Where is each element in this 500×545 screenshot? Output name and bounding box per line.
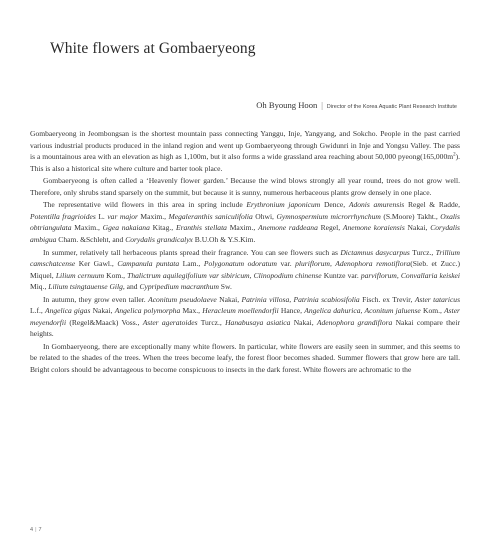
italic-text: Adenophora grandiflora — [316, 317, 393, 327]
paragraph-text: Maxim., — [137, 211, 169, 221]
italic-text: Hanabusaya asiatica — [225, 317, 291, 327]
paragraph-text: (Sieb. et Zucc.) Miquel, — [30, 259, 460, 280]
italic-text: pluriflorum, Adenophora remotiflora — [295, 259, 411, 269]
italic-text: Angelica gigas — [45, 306, 91, 316]
author-affiliation: Director of the Korea Aquatic Plant Research Institute — [326, 104, 457, 110]
paragraph-text: Max., — [180, 306, 203, 316]
paragraph-text: Miq., — [30, 282, 49, 292]
italic-text: Thalictrum aquilegifolium var sibiricum, Clinopodium chinense — [127, 270, 322, 280]
italic-text: Lilium cernuum — [55, 270, 105, 280]
paragraph-text: Ohwi, — [252, 211, 277, 221]
paragraph-text: In autumn, they grow even taller. — [43, 294, 149, 304]
italic-text: Polygonatum odoratum — [203, 259, 277, 269]
paragraph-text: Gombaeryeong is often called a ‘Heavenly flower garden.’ Because the wind blows strongly all year round, trees do not grow well. Therefore, only shrubs stand sparsely on the summit, but because it is sunny, numerous herbaceous plants grow densely in one place. — [30, 176, 460, 197]
body-paragraph — [30, 199, 460, 245]
italic-text: Erythronium japonicum — [246, 200, 321, 210]
paragraph-text: Kom., — [104, 270, 128, 280]
paragraph-text: Nakai compare their heights. — [30, 317, 460, 339]
paragraph-text: Nakai, — [290, 317, 317, 327]
paragraph-text: (S.Moore) Takht., — [380, 211, 441, 221]
italic-text: Megaleranthis saniculifolia — [168, 211, 253, 221]
body-paragraph — [30, 247, 460, 293]
paragraph-text: Dence, — [320, 200, 349, 210]
paragraph-text: Kitag., — [149, 223, 176, 233]
paragraph-text: L. — [95, 211, 108, 221]
italic-text: Campanula puntata — [117, 259, 180, 269]
paragraph-text: The representative wild flowers in this area in spring include — [43, 200, 247, 210]
paragraph-text: Regel & Radde, — [404, 200, 460, 210]
page-number-left: 4 — [30, 527, 34, 533]
paragraph-text: Kuntze var. — [321, 270, 361, 280]
italic-text: Gymnospermium microrrhynchum — [276, 211, 381, 221]
italic-text: Anemone koraiensis — [342, 223, 405, 233]
superscript-text: 2 — [453, 152, 456, 158]
page-number-right: 7 — [38, 527, 42, 533]
italic-text: Ggea nakaiana — [102, 223, 150, 233]
italic-text: Dictamnus dasycarpus — [340, 247, 410, 257]
page-footer — [30, 527, 42, 533]
paragraph-text: Ker Gawl., — [75, 259, 118, 269]
body-paragraph — [30, 341, 460, 376]
article-body — [30, 128, 460, 526]
footer-separator: | — [35, 527, 37, 533]
paragraph-text: Turcz., — [409, 247, 436, 257]
paragraph-text: Kom., — [420, 306, 445, 316]
paragraph-text: Nakai, — [216, 294, 242, 304]
italic-text: Cypripedium macranthum — [139, 282, 219, 292]
article-title: White flowers at Gombaeryeong — [50, 40, 256, 57]
paragraph-text: Maxim., — [226, 223, 259, 233]
paragraph-text: Sw. — [218, 282, 232, 292]
italic-text: Aconitum pseudolaeve — [148, 294, 217, 304]
paragraph-text: B.U.Oh & Y.S.Kim. — [192, 234, 256, 244]
italic-text: Aster meyendorfii — [30, 306, 460, 327]
paragraph-text: Regel, — [317, 223, 343, 233]
paragraph-text: In summer, relatively tall herbaceous plants spread their fragrance. You can see flowers such as — [43, 247, 341, 257]
italic-text: Heracleum moellendorfii — [202, 306, 279, 316]
italic-text: Corydalis grandicalyx — [125, 234, 193, 244]
byline-separator: | — [321, 101, 323, 110]
byline — [256, 100, 457, 110]
paragraph-text: Fisch. ex Trevir, — [359, 294, 415, 304]
paragraph-text: ). This is also a historical site where culture and barter took place. — [30, 152, 460, 173]
paragraph-text: L.f., — [30, 306, 45, 316]
paragraph-text: Nakai, — [404, 223, 431, 233]
paragraph-text: Nakai, — [90, 306, 115, 316]
body-paragraph — [30, 294, 460, 340]
italic-text: Corydalis ambigua — [30, 223, 460, 244]
italic-text: Patrinia villosa, Patrinia scabiosifolia — [241, 294, 360, 304]
paragraph-text: var. — [276, 259, 296, 269]
paragraph-text: In Gombaeryeong, there are exceptionally many white flowers. In particular, white flowers are easily seen in summer, and this seems to be related to the shades of the trees. When the trees become leafy, the forest floor becomes shaded. Summer flowers that grow here are tall. Bright colors should be advantageous to become conspicuous to insects in the dark forest. White flowers are achromatic to the — [30, 341, 460, 374]
italic-text: Angelica polymorpha — [114, 306, 181, 316]
italic-text: Adonis amurensis — [348, 200, 405, 210]
paragraph-text: , and — [122, 282, 140, 292]
italic-text: parviflorum, Convallaria keiskei — [360, 270, 460, 280]
italic-text: Oxalis obtriangulata — [30, 211, 460, 233]
italic-text: Aster tataricus — [414, 294, 460, 304]
paragraph-text: Gombaeryeong in Jeombongsan is the shortest mountain pass connecting Yanggu, Inje, Yangyang, and Sokcho. People in the past carried various industrial products produced in the inland region and went up Gombaeryeong through Gwidunri in Inje and Yongsu Valley. The pass is a mountainous area with an elevation as high as 1,100m, but it also forms a wide grassland area reaching about 50,000 pyeong(165,000m — [30, 129, 460, 161]
body-paragraph — [30, 175, 460, 198]
italic-text: Aster ageratoides — [142, 317, 198, 327]
paragraph-text: Maxim., — [71, 223, 103, 233]
author-name: Oh Byoung Hoon — [256, 100, 318, 110]
italic-text: Eranthis stellata — [175, 223, 227, 233]
italic-text: var major — [107, 211, 138, 221]
paragraph-text: (Regel&Maack) Voss., — [66, 317, 143, 327]
paragraph-text: Turcz., — [197, 317, 226, 327]
paragraph-text: Cham. &Schleht, and — [56, 234, 126, 244]
paragraph-text: Lam., — [179, 259, 204, 269]
italic-text: Potentilla fragrioides — [30, 211, 96, 221]
italic-text: Angelica dahurica, Aconitum jaluense — [304, 306, 421, 316]
body-paragraph — [30, 128, 460, 174]
italic-text: Anemone raddeana — [258, 223, 318, 233]
paragraph-text: Hance, — [278, 306, 305, 316]
italic-text: Trillium camschatcense — [30, 247, 460, 269]
italic-text: Lilium tsingtauense Gilg — [48, 282, 123, 292]
